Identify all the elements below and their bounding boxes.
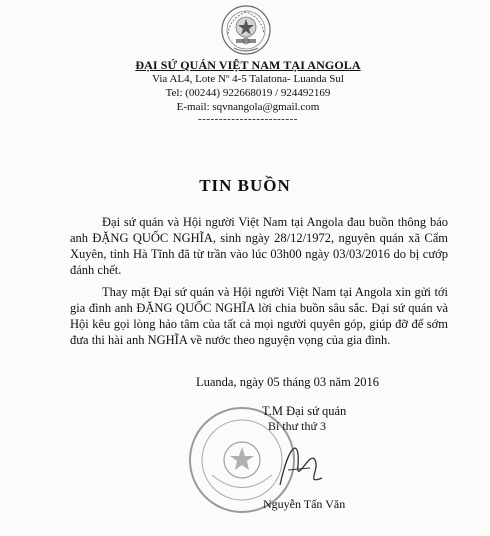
letterhead [118, 58, 378, 126]
national-emblem-icon [220, 4, 272, 56]
announcement-paragraph: Đại sứ quán và Hội người Việt Nam tại Angola đau buồn thông báo anh ĐẶNG QUỐC NGHĨA, sinh ngày 28/12/1972, nguyên quán xã Cẩm Xuyên, tỉnh Hà Tĩnh đã từ trần vào lúc 03h00 ngày 03/03/2016 do bị cướp đánh chết. [70, 215, 448, 277]
embassy-phone: Tel: (00244) 922668019 / 924492169 [165, 87, 331, 99]
date-line: Luanda, ngày 05 tháng 03 năm 2016 [196, 375, 379, 389]
signatory-title: Bí thư thứ 3 [268, 419, 327, 433]
header-separator: ------------------------ [198, 113, 298, 125]
embassy-name: ĐẠI SỨ QUÁN VIỆT NAM TẠI ANGOLA [135, 58, 361, 72]
condolence-paragraph: Thay mặt Đại sứ quán và Hội người Việt Nam tại Angola xin gửi tới gia đình anh ĐẶNG QUỐC NGHĨA lời chia buồn sâu sắc. Đại sứ quán và Hội kêu gọi lòng hảo tâm của tất cả mọi người quyên góp, giúp đỡ để sớm đưa thi hài anh NGHĨA về nước theo nguyện vọng của gia đình. [70, 285, 448, 347]
signatory-organization: T.M Đại sứ quán [262, 404, 347, 418]
document-title: TIN BUỒN [199, 176, 291, 195]
handwritten-signature-icon [270, 430, 330, 500]
signatory-name: Nguyễn Tấn Văn [263, 497, 346, 511]
embassy-address: Via AL4, Lote Nº 4-5 Talatona- Luanda Sul [152, 73, 344, 85]
embassy-email: E-mail: sqvnangola@gmail.com [176, 101, 320, 113]
